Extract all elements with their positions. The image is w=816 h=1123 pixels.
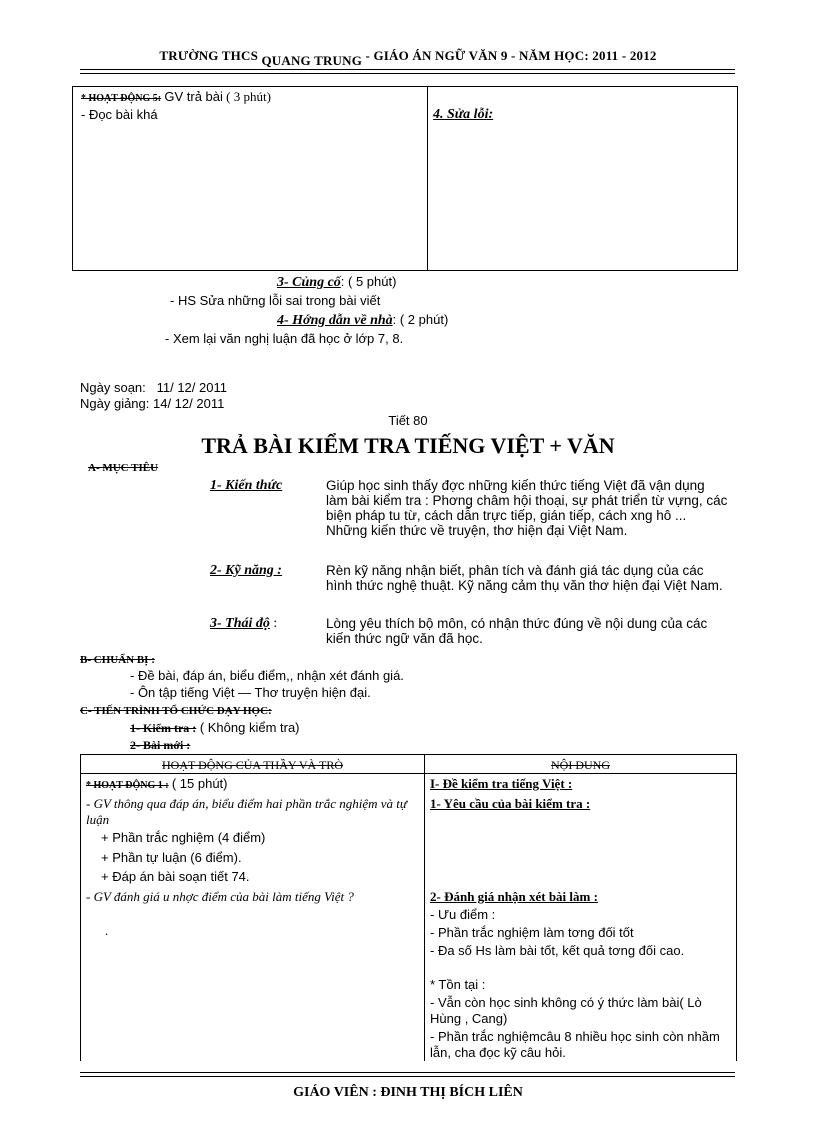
activity-1-heading <box>86 776 228 794</box>
prep-date: Ngày soạn: 11/ 12/ 2011 <box>80 380 227 395</box>
main-table-header-rule <box>81 773 736 774</box>
section-a-heading: A- MỤC TIÊU <box>88 462 159 474</box>
activity-5-time: ( 3 phút) <box>226 89 271 104</box>
page-header <box>0 48 816 68</box>
activity-1-label: * HOẠT ĐỘNG 1 : <box>86 780 169 791</box>
homework-label: 4- Hớng dẫn về nhà <box>277 313 393 328</box>
content-line-1: - Ưu điểm : <box>430 907 496 922</box>
lesson-title: TRẢ BÀI KIỂM TRA TIẾNG VIỆT + VĂN <box>201 433 615 458</box>
check-text: ( Không kiểm tra) <box>199 720 300 735</box>
new-lesson-label: 2- Bài mới : <box>130 738 191 752</box>
activity-1-p4: + Đáp án bài soạn tiết 74. <box>101 869 250 884</box>
objective-knowledge-label: 1- Kiến thức <box>210 478 283 493</box>
consolidation-heading <box>277 274 396 291</box>
header-school-name: QUANG TRUNG <box>261 53 363 68</box>
lesson-number: Tiết 80 <box>388 413 428 428</box>
col-header-content: NỘI DUNG <box>551 758 610 772</box>
homework-line: - Xem lại văn nghị luận đã học ở lớp 7, 8. <box>165 331 404 346</box>
objective-skills-label: 2- Kỹ năng : <box>210 563 282 578</box>
content-line-4: * Tồn tại : <box>430 977 486 992</box>
consolidation-line: - HS Sửa những lỗi sai trong bài viết <box>170 293 381 308</box>
check-line <box>130 720 300 737</box>
activity-1-p3: + Phần tự luận (6 điểm). <box>101 850 242 865</box>
objective-knowledge-text: Giúp học sinh thấy đợc những kiến thức tiếng Việt đã vận dụng làm bài kiểm tra : Phơng châm hội thoại, sự phát triển từ vựng, các biện pháp tu từ, cách dẫn trực tiếp, gián tiếp, cách xng hô ... Những kiến thức về truyện, thơ hiện đại Việt Nam. <box>326 478 728 538</box>
content-line-5: - Vẫn còn học sinh không có ý thức làm bài( Lò Hùng , Cang) <box>430 995 702 1026</box>
content-heading-requirements: 1- Yêu cầu của bài kiểm tra : <box>430 796 591 811</box>
top-table-divider <box>427 87 428 270</box>
homework-heading <box>277 312 448 329</box>
content-heading-exam: I- Đề kiểm tra tiếng Việt : <box>430 776 573 791</box>
fix-errors-heading: 4. Sửa lỗi: <box>433 107 494 122</box>
activity-5-heading <box>81 89 271 105</box>
content-line-6: - Phần trắc nghiệmcâu 8 nhiều học sinh còn nhầm lẫn, cha đọc kỹ câu hỏi. <box>430 1029 720 1060</box>
activity-5-text: GV trả bài <box>164 89 223 104</box>
content-heading-evaluation: 2- Đánh giá nhận xét bài làm : <box>430 889 598 904</box>
col-header-activities: HOẠT ĐỘNG CỦA THẦY VÀ TRÒ <box>161 758 343 772</box>
section-c-heading: C- TIẾN TRÌNH TỔ CHỨC DẠY HỌC: <box>80 705 272 717</box>
consolidation-time: : ( 5 phút) <box>340 274 397 289</box>
content-line-2: - Phần trắc nghiệm làm tơng đối tốt <box>430 925 634 940</box>
header-school: TRƯỜNG THCS <box>159 48 259 63</box>
header-rule-top <box>80 69 735 70</box>
header-rule-bottom <box>80 73 735 74</box>
header-rest: - GIÁO ÁN NGỮ VĂN 9 - NĂM HỌC: 2011 - 2012 <box>365 48 657 63</box>
main-table <box>80 754 737 1061</box>
objective-attitude-label-text: 3- Thái độ <box>210 616 270 631</box>
consolidation-label: 3- Củng cố <box>277 275 341 290</box>
main-table-divider <box>424 755 425 1061</box>
top-table <box>72 86 738 271</box>
activity-1-dot: . <box>105 923 109 938</box>
activity-1-p1: - GV thông qua đáp án, biểu điểm hai phần trắc nghiệm và tự luận <box>86 796 407 827</box>
teach-date: Ngày giảng: 14/ 12/ 2011 <box>80 396 225 411</box>
check-label: 1- Kiểm tra : <box>130 721 197 735</box>
activity-5-line: - Đọc bài khá <box>81 107 158 122</box>
activity-1-time: ( 15 phút) <box>171 776 228 791</box>
section-b-heading: B- CHUẨN BỊ : <box>80 654 155 666</box>
activity-5-label: * HOẠT ĐỘNG 5: <box>81 93 162 104</box>
footer-rule-top <box>80 1072 735 1073</box>
objective-attitude-label <box>210 616 277 632</box>
activity-1-p5: - GV đánh giá u nhợc điểm của bài làm tiếng Việt ? <box>86 889 354 904</box>
footer-teacher: GIÁO VIÊN : ĐINH THỊ BÍCH LIÊN <box>293 1085 523 1100</box>
homework-time: : ( 2 phút) <box>392 312 449 327</box>
content-line-3: - Đa số Hs làm bài tốt, kết quả tơng đối cao. <box>430 943 685 958</box>
footer-rule-bottom <box>80 1076 735 1077</box>
section-b-line1: - Đề bài, đáp án, biểu điểm,, nhận xét đánh giá. <box>130 668 404 683</box>
activity-1-p2: + Phần trắc nghiệm (4 điểm) <box>101 830 266 845</box>
objective-attitude-label-suffix: : <box>269 616 278 631</box>
objective-skills-text: Rèn kỹ năng nhận biết, phân tích và đánh giá tác dụng của các hình thức nghệ thuật. Kỹ năng cảm thụ văn thơ hiện đại Việt Nam. <box>326 563 723 593</box>
objective-attitude-text: Lòng yêu thích bộ môn, có nhận thức đúng về nội dung của các kiến thức ngữ văn đã học. <box>326 616 708 646</box>
section-b-line2: - Ôn tập tiếng Việt — Thơ truyện hiện đại. <box>130 685 371 700</box>
